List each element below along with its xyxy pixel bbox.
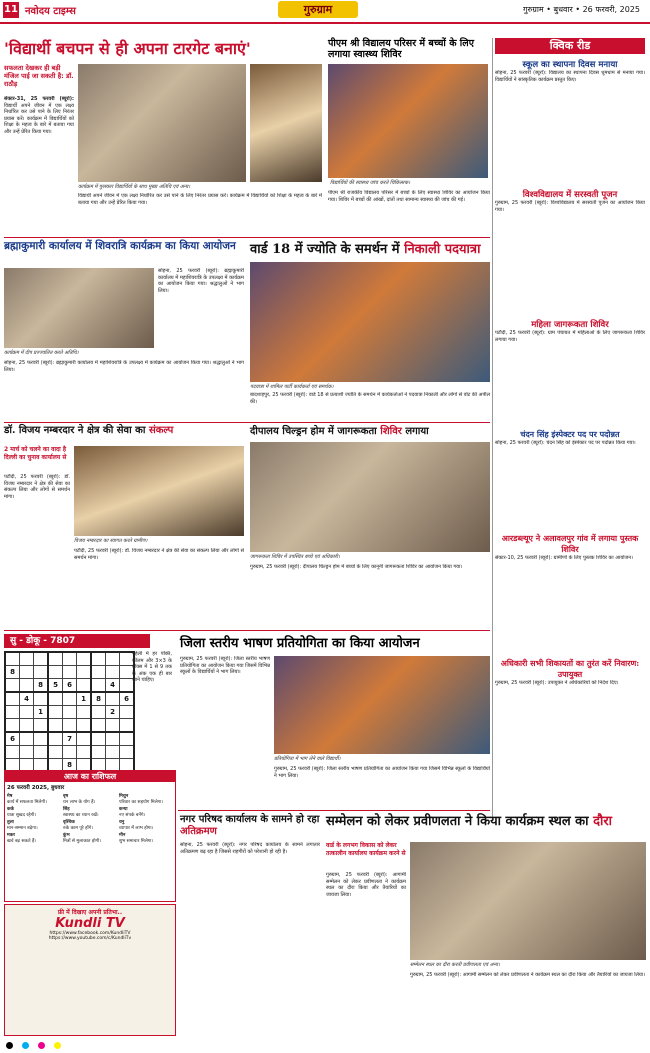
sudoku-cell — [20, 706, 34, 719]
rashi-name: कन्या — [119, 807, 128, 812]
sudoku-cell — [48, 706, 63, 719]
sudoku-cell — [106, 732, 120, 746]
sidebar-item-1-title: स्कूल का स्थापना दिवस मनाया — [522, 60, 618, 70]
sudoku-cell — [77, 679, 92, 693]
story3-body: सोहना, 25 फरवरी (ब्यूरो): ब्रह्माकुमारी कार्यालय में महाशिवरात्रि के उपलक्ष्य में कार्यक्रम का आयोजन किया गया। श्रद्धालुओं ने भाग लिया। — [158, 268, 244, 294]
reg-dot — [54, 1042, 61, 1049]
sudoku-cell — [91, 732, 106, 746]
story1-photo-2 — [250, 64, 322, 182]
story7-body-cont: गुरुग्राम, 25 फरवरी (ब्यूरो): जिला स्तरीय भाषण प्रतियोगिता का आयोजन किया गया जिसमें विभिन्न स्कूलों के विद्यार्थियों ने भाग लिया। — [274, 766, 490, 779]
story5-deck: 2 मार्च को चलने का वादा है दिल्ली का चुनाव कार्यालय से — [4, 446, 67, 461]
sudoku-cell — [34, 666, 49, 679]
rashi-item — [119, 807, 173, 818]
story2-caption: विद्यार्थियों की स्वास्थ्य जांच करते चिकित्सक। — [330, 180, 411, 186]
rashi-text: परिवार का सहयोग मिलेगा। — [119, 799, 164, 805]
sudoku-title: सु - डोकू - 7807 — [4, 634, 150, 648]
sudoku-cell — [34, 652, 49, 666]
sudoku-cell — [77, 719, 92, 733]
rashi-item — [63, 833, 117, 844]
sudoku-cell — [77, 706, 92, 719]
sudoku-cell — [20, 652, 34, 666]
story1-headline: 'विद्यार्थी बचपन से ही अपना टारगेट बनाएं' — [4, 39, 251, 58]
reg-dot — [6, 1042, 13, 1049]
sudoku-cell — [77, 652, 92, 666]
sudoku-cell — [20, 746, 34, 759]
story2-headline: पीएम श्री विद्यालय परिसर में बच्चों के लिए लगाया स्वास्थ्य शिविर — [328, 38, 474, 60]
story7-photo — [274, 656, 490, 754]
story6-caption: जागरूकता शिविर में उपस्थित बच्चे एवं अधिकारी। — [250, 554, 340, 560]
sudoku-cell — [5, 652, 20, 666]
sidebar-divider — [492, 38, 493, 818]
sudoku-cell: 6 — [120, 692, 135, 706]
sudoku-cell — [91, 666, 106, 679]
rashi-text: रुके काम पूरे होंगे। — [63, 825, 93, 831]
story7-body: गुरुग्राम, 25 फरवरी (ब्यूरो): जिला स्तरीय भाषण प्रतियोगिता का आयोजन किया गया जिसमें विभिन्न स्कूलों के विद्यार्थियों ने भाग लिया। — [180, 656, 270, 675]
rashi-name: तुला — [7, 820, 14, 825]
story1-body: सेक्टर-31, 25 फरवरी (ब्यूरो): विद्यार्थी अपने जीवन में एक लक्ष्य निर्धारित कर उसे पाने के लिए निरंतर प्रयास करें। कार्यक्रम में विद्यार्थियों को शिक्षा के महत्व के बारे में बताया गया और उन्हें प्रेरित किया गया। — [4, 96, 74, 135]
sudoku-cell — [20, 666, 34, 679]
sudoku-cell — [48, 652, 63, 666]
page-number: 11 — [3, 2, 19, 18]
story1-caption: कार्यक्रम में पुरस्कार विद्यार्थियों के साथ मुख्य अतिथि एवं अन्य। — [78, 184, 190, 190]
rashi-item — [7, 807, 61, 818]
sudoku-cell: 8 — [63, 759, 77, 773]
divider — [178, 810, 490, 811]
sidebar-item-4-title: चंदन सिंह इंस्पेक्टर पद पर पदोन्नत — [520, 429, 620, 439]
sudoku-cell — [20, 732, 34, 746]
sudoku-cell — [106, 746, 120, 759]
sudoku-cell: 5 — [48, 679, 63, 693]
sudoku-cell: 1 — [77, 692, 92, 706]
story5-body-cont: पटौदी, 25 फरवरी (ब्यूरो): डॉ. विजय नम्बरदार ने क्षेत्र की सेवा का संकल्प लिया और लोगों से समर्थन मांगा। — [74, 548, 244, 561]
sudoku-cell — [106, 666, 120, 679]
sidebar-item-6-title: अधिकारी सभी शिकायतों का तुरंत करें निवारण: उपायुक्त — [500, 658, 640, 679]
reg-dot — [22, 1042, 29, 1049]
sidebar-item-5-body: सेक्टर-10, 25 फरवरी (ब्यूरो): ग्रामीणों के लिए पुस्तक शिविर का आयोजन। — [495, 555, 633, 561]
sudoku-cell — [63, 719, 77, 733]
masthead-brand: नवोदय टाइम्स — [25, 6, 76, 17]
story9-caption: सम्मेलन स्थल का दौरा करती प्रवीणलता एवं अन्य। — [410, 962, 500, 968]
sidebar-item-2-title: विश्वविद्यालय में सरस्वती पूजन — [522, 190, 618, 200]
sidebar-item-1-body: सोहना, 25 फरवरी (ब्यूरो): विद्यालय का स्थापना दिवस धूमधाम से मनाया गया। विद्यार्थियों ने सांस्कृतिक कार्यक्रम प्रस्तुत किए। — [495, 70, 645, 83]
sudoku-cell: 2 — [106, 706, 120, 719]
rashi-text: व्यापार में लाभ होगा। — [119, 825, 154, 831]
sidebar-item-3-body: पटौदी, 25 फरवरी (ब्यूरो): ग्राम पंचायत में महिलाओं के लिए जागरूकता शिविर लगाया गया। — [495, 330, 645, 343]
story9-headline: सम्मेलन को लेकर प्रवीणलता ने किया कार्यक्रम स्थल का दौरा — [326, 814, 613, 829]
sidebar-title: क्विक रीड — [495, 38, 645, 54]
sudoku-cell — [91, 679, 106, 693]
divider — [4, 422, 490, 423]
sudoku-cell: 6 — [5, 732, 20, 746]
sidebar-item-3-title: महिला जागरूकता शिविर — [531, 320, 609, 330]
story8-headline: नगर परिषद कार्यालय के सामने हो रहा अतिक्रमण — [180, 814, 320, 837]
rashi-item — [63, 794, 117, 805]
sudoku-cell: 4 — [20, 692, 34, 706]
story9-body-cont: गुरुग्राम, 25 फरवरी (ब्यूरो): आगामी सम्मेलन को लेकर प्रवीणलता ने कार्यक्रम स्थल का दौरा किया और तैयारियों का जायजा लिया। — [410, 972, 645, 978]
sudoku-cell — [5, 746, 20, 759]
sudoku-cell — [63, 652, 77, 666]
rashi-text: मित्रों से मुलाकात होगी। — [63, 838, 101, 844]
sudoku-cell — [106, 719, 120, 733]
ad-tagline: फ्री में दिखाए अपनी प्रतिभा.. — [57, 909, 123, 916]
sudoku-cell — [91, 719, 106, 733]
advertisement — [4, 904, 176, 1036]
sudoku-cell — [5, 719, 20, 733]
sudoku-cell — [106, 652, 120, 666]
sudoku-cell — [5, 706, 20, 719]
story3-photo — [4, 268, 154, 348]
sudoku-cell — [5, 679, 20, 693]
rashi-text: धन लाभ के योग हैं। — [63, 799, 96, 805]
story7-headline: जिला स्तरीय भाषण प्रतियोगिता का किया आयोजन — [180, 636, 420, 651]
sudoku-cell — [20, 679, 34, 693]
rashi-name: कुंभ — [63, 833, 70, 838]
sudoku-cell: 7 — [63, 732, 77, 746]
rashi-text: खर्च बढ़ सकते हैं। — [7, 838, 37, 844]
sudoku-cell — [48, 666, 63, 679]
sidebar-item-6-body: गुरुग्राम, 25 फरवरी (ब्यूरो): उपायुक्त ने अधिकारियों को निर्देश दिए। — [495, 680, 619, 686]
rashi-text: मान-सम्मान बढ़ेगा। — [7, 825, 38, 831]
rashi-name: वृश्चिक — [63, 820, 75, 825]
rashi-name: कर्क — [7, 807, 14, 812]
story5-photo — [74, 446, 244, 536]
registration-dots — [6, 1034, 646, 1042]
story6-body: गुरुग्राम, 25 फरवरी (ब्यूरो): दीपालय चिल्ड्रन होम में बच्चों के लिए कानूनी जागरूकता शिविर का आयोजन किया गया। — [250, 564, 463, 570]
story1-deck: सफलता देखकर ही बड़ी मंजिल पाई जा सकती है: डॉ. राठौड़ — [4, 64, 74, 88]
rashifal-box — [4, 770, 176, 902]
sudoku-cell: 8 — [91, 692, 106, 706]
sudoku-cell: 6 — [63, 679, 77, 693]
sidebar-item-4-body: सोहना, 25 फरवरी (ब्यूरो): चंदन सिंह को इंस्पेक्टर पद पर पदोन्नत किया गया। — [495, 440, 636, 446]
sudoku-cell — [63, 692, 77, 706]
header-date: गुरुग्राम • बुधवार • 26 फरवरी, 2025 — [523, 5, 640, 14]
sudoku-cell — [91, 652, 106, 666]
ad-url-facebook[interactable]: https://www.facebook.com/KundliTV — [49, 931, 131, 936]
rashi-item — [7, 820, 61, 831]
sudoku-cell: 1 — [34, 706, 49, 719]
sudoku-cell — [34, 719, 49, 733]
sudoku-cell: 4 — [106, 679, 120, 693]
story3-body-cont: सोहना, 25 फरवरी (ब्यूरो): ब्रह्माकुमारी कार्यालय में महाशिवरात्रि के उपलक्ष्य में कार्यक्रम का आयोजन किया गया। श्रद्धालुओं ने भाग लिया। — [4, 360, 244, 373]
story3-headline: ब्रह्माकुमारी कार्यालय में शिवरात्रि कार्यक्रम का किया आयोजन — [4, 240, 236, 252]
sidebar-item-2-body: गुरुग्राम, 25 फरवरी (ब्यूरो): विश्वविद्यालय में सरस्वती पूजन का आयोजन किया गया। — [495, 200, 645, 213]
rashi-name: मीन — [119, 833, 126, 838]
rashi-item — [7, 833, 61, 844]
story4-photo — [250, 262, 490, 382]
story7-caption: प्रतियोगिता में भाग लेने वाले विद्यार्थी। — [274, 756, 341, 762]
story6-headline: दीपालय चिल्ड्रन होम में जागरूकता शिविर लगाया — [250, 426, 429, 437]
sudoku-grid — [4, 651, 135, 773]
rashi-item — [119, 833, 173, 844]
story5-caption: विजय नम्बरदार का स्वागत करते ग्रामीण। — [74, 538, 148, 544]
rashifal-date: 26 फरवरी 2025, बुधवार — [7, 785, 65, 791]
sudoku-cell — [5, 692, 20, 706]
sudoku-rules: पहेली में हर पंक्ति, कॉलम और 3×3 के बॉक्स में 1 से 9 तक के अंक एक ही बार आने चाहिए। — [132, 651, 172, 683]
sudoku-cell — [34, 732, 49, 746]
sudoku-cell: 8 — [34, 679, 49, 693]
rashi-name: मेष — [7, 794, 13, 799]
story6-photo — [250, 442, 490, 552]
story4-body: बादशाहपुर, 25 फरवरी (ब्यूरो): वार्ड 18 से प्रत्याशी ज्योति के समर्थन में कार्यकर्ताओं ने पदयात्रा निकाली और लोगों से वोट की अपील की। — [250, 392, 490, 405]
sudoku-cell — [91, 746, 106, 759]
reg-dot — [38, 1042, 45, 1049]
rashi-text: नए संपर्क बनेंगे। — [119, 812, 146, 818]
divider — [4, 630, 490, 631]
sudoku-cell — [48, 692, 63, 706]
rashi-item — [63, 807, 117, 818]
story8-body: सोहना, 25 फरवरी (ब्यूरो): नगर परिषद कार्यालय के सामने लगातार अतिक्रमण बढ़ रहा है जिससे राहगीरों को परेशानी हो रही है। — [180, 842, 320, 855]
sudoku-cell — [91, 706, 106, 719]
story9-body: गुरुग्राम, 25 फरवरी (ब्यूरो): आगामी सम्मेलन को लेकर प्रवीणलता ने कार्यक्रम स्थल का दौरा किया और तैयारियों का जायजा लिया। — [326, 872, 406, 898]
sudoku-cell — [77, 746, 92, 759]
rashi-text: कार्य में सफलता मिलेगी। — [7, 799, 47, 805]
rashi-text: स्वास्थ्य का ध्यान रखें। — [63, 812, 99, 818]
sudoku-cell — [48, 732, 63, 746]
rashi-name: वृष — [63, 794, 69, 799]
story1-body-cont: विद्यार्थी अपने जीवन में एक लक्ष्य निर्धारित कर उसे पाने के लिए निरंतर प्रयास करें। कार्यक्रम में विद्यार्थियों को शिक्षा के महत्व के बारे में बताया गया और उन्हें प्रेरित किया गया। — [78, 193, 322, 206]
rashifal-title: आज का राशिफल — [5, 771, 175, 782]
rashi-item — [63, 820, 117, 831]
ad-url-youtube[interactable]: https://www.youtube.com/c/KundliTv — [48, 936, 132, 941]
story4-caption: पदयात्रा में शामिल पार्टी कार्यकर्ता एवं समर्थक। — [250, 384, 334, 390]
sudoku-cell — [106, 692, 120, 706]
rashi-name: मिथुन — [119, 794, 129, 799]
story5-body: पटौदी, 25 फरवरी (ब्यूरो): डॉ. विजय नम्बरदार ने क्षेत्र की सेवा का संकल्प लिया और लोगों से समर्थन मांगा। — [4, 474, 70, 500]
sidebar-item-5-title: आरडब्ल्यूए ने अलावलपुर गांव में लगाया पुस्तक शिविर — [501, 533, 639, 554]
story2-body: पीएम श्री राजकीय विद्यालय परिसर में बच्चों के लिए स्वास्थ्य शिविर का आयोजन किया गया। शिविर में बच्चों की आंखों, दांतों तथा सामान्य स्वास्थ्य की जांच की गई। — [328, 190, 490, 203]
city-label: गुरुग्राम — [278, 1, 358, 18]
story1-photo — [78, 64, 246, 182]
rashi-name: मकर — [7, 833, 15, 838]
sudoku-cell — [77, 666, 92, 679]
sudoku-cell — [34, 692, 49, 706]
sudoku-cell — [20, 719, 34, 733]
sudoku-cell — [63, 666, 77, 679]
sudoku-cell — [63, 746, 77, 759]
sudoku-cell — [34, 746, 49, 759]
rashi-name: धनु — [119, 820, 125, 825]
rashi-item — [7, 794, 61, 805]
sudoku-cell — [63, 706, 77, 719]
story2-photo — [328, 64, 488, 178]
rashi-text: यात्रा सुखद रहेगी। — [7, 812, 37, 818]
rashifal-grid — [5, 792, 175, 846]
sudoku-cell — [77, 732, 92, 746]
rashi-item — [119, 820, 173, 831]
divider — [4, 237, 490, 238]
sudoku-cell: 8 — [5, 666, 20, 679]
story9-deck: वार्ड के लगभग विकास को लेकर तत्कालीन कार्यालय कार्यक्रम करने से — [326, 842, 406, 857]
story9-photo — [410, 842, 646, 960]
story3-caption: कार्यक्रम में दीप प्रज्ज्वलित करते अतिथि। — [4, 350, 79, 356]
story4-headline: वार्ड 18 में ज्योति के समर्थन में निकाली पदयात्रा — [250, 242, 481, 257]
ad-logo: Kundli TV — [55, 916, 125, 931]
story5-headline: डॉ. विजय नम्बरदार ने क्षेत्र की सेवा का संकल्प — [4, 425, 174, 436]
rashi-item — [119, 794, 173, 805]
rashi-text: शुभ समाचार मिलेगा। — [119, 838, 154, 844]
sudoku-cell — [48, 746, 63, 759]
rashi-name: सिंह — [63, 807, 70, 812]
sudoku-cell — [48, 719, 63, 733]
